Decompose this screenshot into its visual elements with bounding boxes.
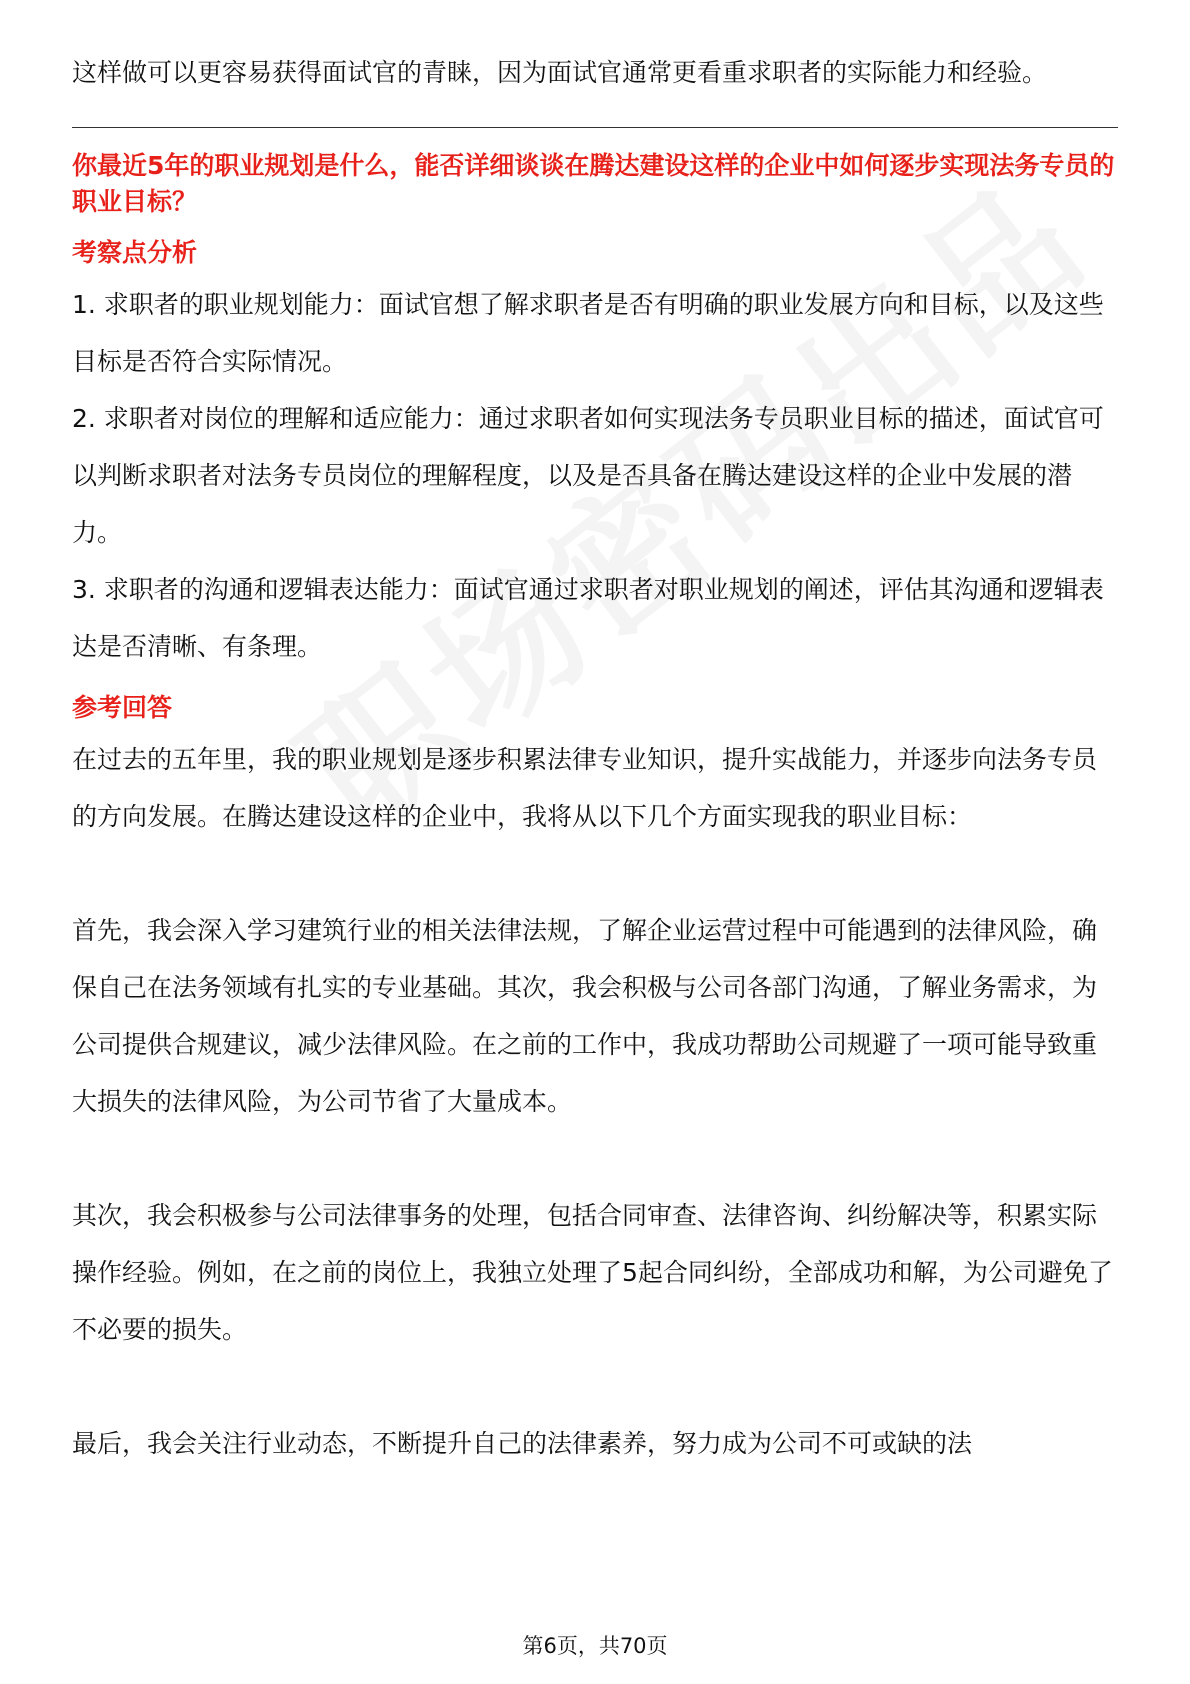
analysis-point-1: 1. 求职者的职业规划能力：面试官想了解求职者是否有明确的职业发展方向和目标，以及这些目标是否符合实际情况。 [72,290,1104,376]
answer-paragraph-1: 在过去的五年里，我的职业规划是逐步积累法律专业知识，提升实战能力，并逐步向法务专员的方向发展。在腾达建设这样的企业中，我将从以下几个方面实现我的职业目标： [72,745,1098,831]
section-divider [72,127,1118,128]
page-number: 第6页，共70页 [522,1634,668,1658]
answer-title: 参考回答 [72,693,173,722]
answer-paragraph-3: 其次，我会积极参与公司法律事务的处理，包括合同审查、法律咨询、纠纷解决等，积累实际操作经验。例如，在之前的岗位上，我独立处理了5起合同纠纷，全部成功和解，为公司避免了不必要的损失。 [72,1201,1113,1344]
paragraph-gap [72,845,1118,902]
answer-paragraph-2: 首先，我会深入学习建筑行业的相关法律法规，了解企业运营过程中可能遇到的法律风险，确保自己在法务领域有扎实的专业基础。其次，我会积极与公司各部门沟通，了解业务需求，为公司提供合规建议，减少法律风险。在之前的工作中，我成功帮助公司规避了一项可能导致重大损失的法律风险，为公司节省了大量成本。 [72,916,1098,1116]
analysis-point-2: 2. 求职者对岗位的理解和适应能力：通过求职者如何实现法务专员职业目标的描述，面试官可以判断求职者对法务专员岗位的理解程度，以及是否具备在腾达建设这样的企业中发展的潜力。 [72,404,1104,547]
question-heading: 你最近5年的职业规划是什么，能否详细谈谈在腾达建设这样的企业中如何逐步实现法务专员的职业目标？ [72,151,1115,216]
analysis-title: 考察点分析 [72,238,198,267]
intro-paragraph: 这样做可以更容易获得面试官的青睐，因为面试官通常更看重求职者的实际能力和经验。 [72,58,1048,87]
analysis-point-3: 3. 求职者的沟通和逻辑表达能力：面试官通过求职者对职业规划的阐述，评估其沟通和逻辑表达是否清晰、有条理。 [72,575,1104,661]
paragraph-gap [72,1358,1118,1415]
paragraph-gap [72,1130,1118,1187]
page-content [72,44,1118,1472]
answer-paragraph-4: 最后，我会关注行业动态，不断提升自己的法律素养，努力成为公司不可或缺的法 [72,1429,973,1458]
